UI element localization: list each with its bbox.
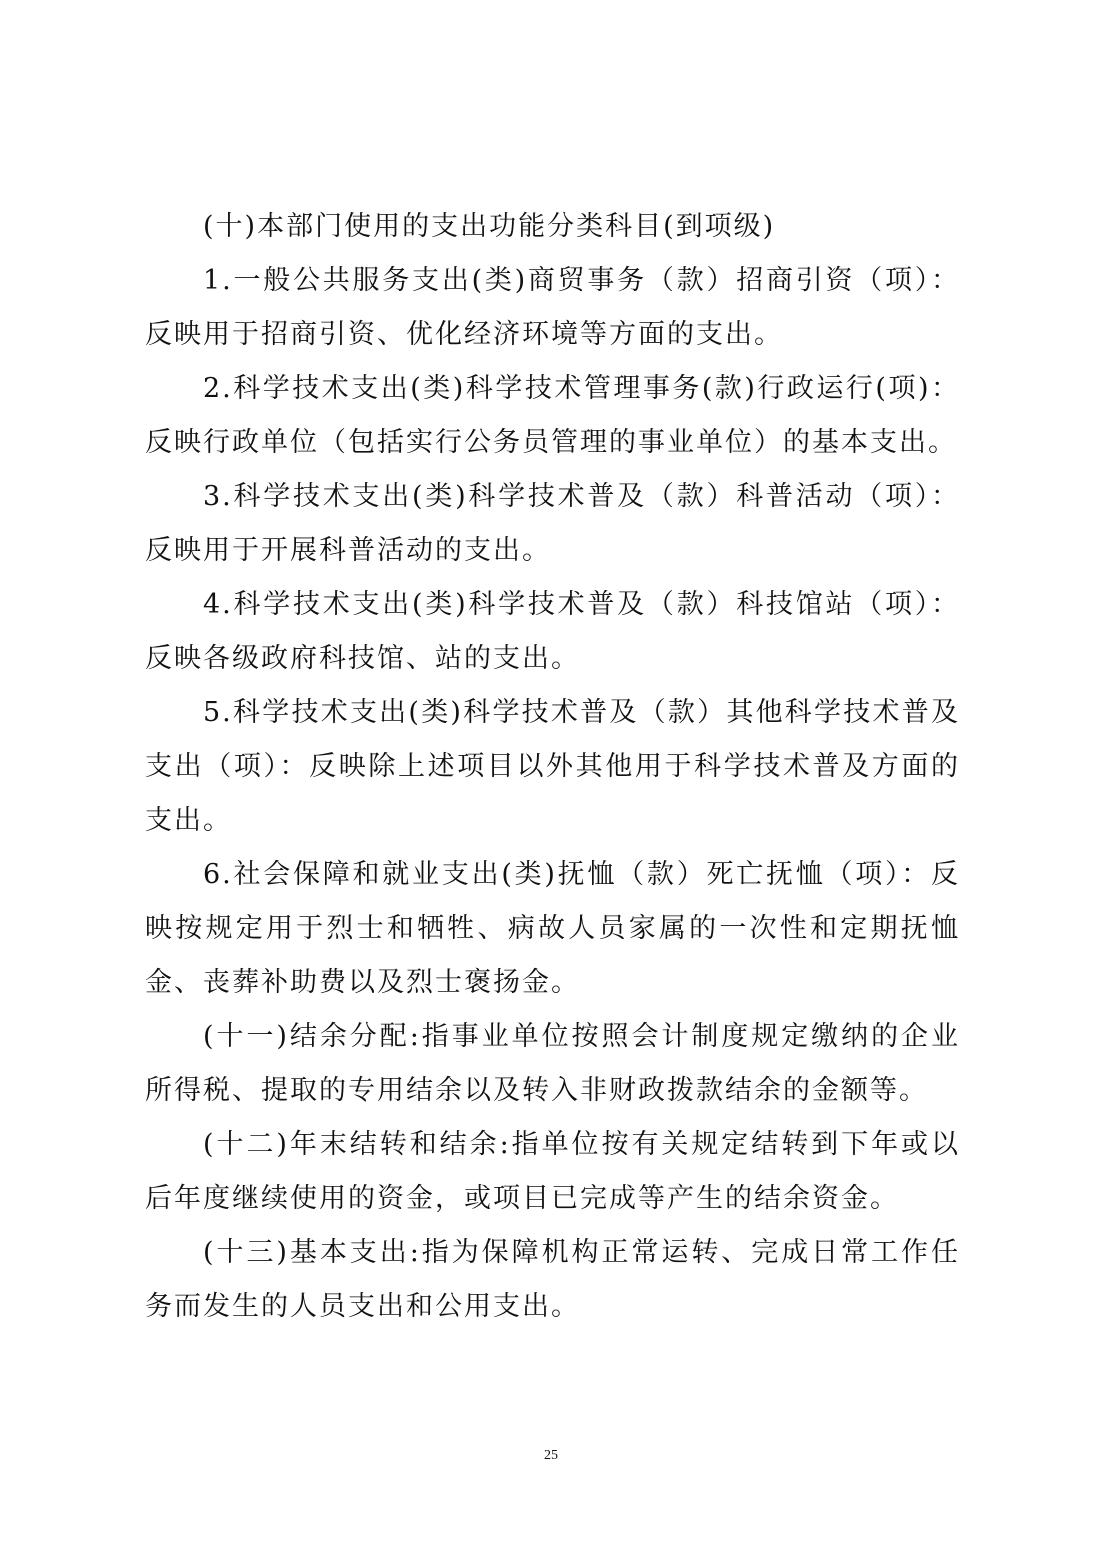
paragraph-item-2: 2.科学技术支出(类)科学技术管理事务(款)行政运行(项)：反映行政单位（包括实行公务员管理的事业单位）的基本支出。	[145, 373, 960, 458]
paragraph-item-3: 3.科学技术支出(类)科学技术普及（款）科普活动（项）：反映用于开展科普活动的支出。	[145, 481, 960, 566]
paragraph-item-5: 5.科学技术支出(类)科学技术普及（款）其他科学技术普及支出（项）：反映除上述项目以外其他用于科学技术普及方面的支出。	[145, 697, 960, 836]
page-number: 25	[544, 1448, 558, 1463]
heading-expenditure-classification: (十)本部门使用的支出功能分类科目(到项级)	[203, 211, 776, 242]
paragraph-year-end-carryover: (十二)年末结转和结余:指单位按有关规定结转到下年或以后年度继续使用的资金，或项目已完成等产生的结余资金。	[145, 1129, 960, 1214]
paragraph-item-4: 4.科学技术支出(类)科学技术普及（款）科技馆站（项）：反映各级政府科技馆、站的支出。	[145, 589, 960, 674]
document-body	[145, 200, 960, 1334]
paragraph-item-1: 1.一般公共服务支出(类)商贸事务（款）招商引资（项）：反映用于招商引资、优化经济环境等方面的支出。	[145, 265, 960, 350]
paragraph-item-6: 6.社会保障和就业支出(类)抚恤（款）死亡抚恤（项）：反映按规定用于烈士和牺牲、病故人员家属的一次性和定期抚恤金、丧葬补助费以及烈士褒扬金。	[145, 859, 960, 998]
paragraph-basic-expenditure: (十三)基本支出:指为保障机构正常运转、完成日常工作任务而发生的人员支出和公用支出。	[145, 1237, 960, 1322]
paragraph-balance-distribution: (十一)结余分配:指事业单位按照会计制度规定缴纳的企业所得税、提取的专用结余以及转入非财政拨款结余的金额等。	[145, 1021, 960, 1106]
